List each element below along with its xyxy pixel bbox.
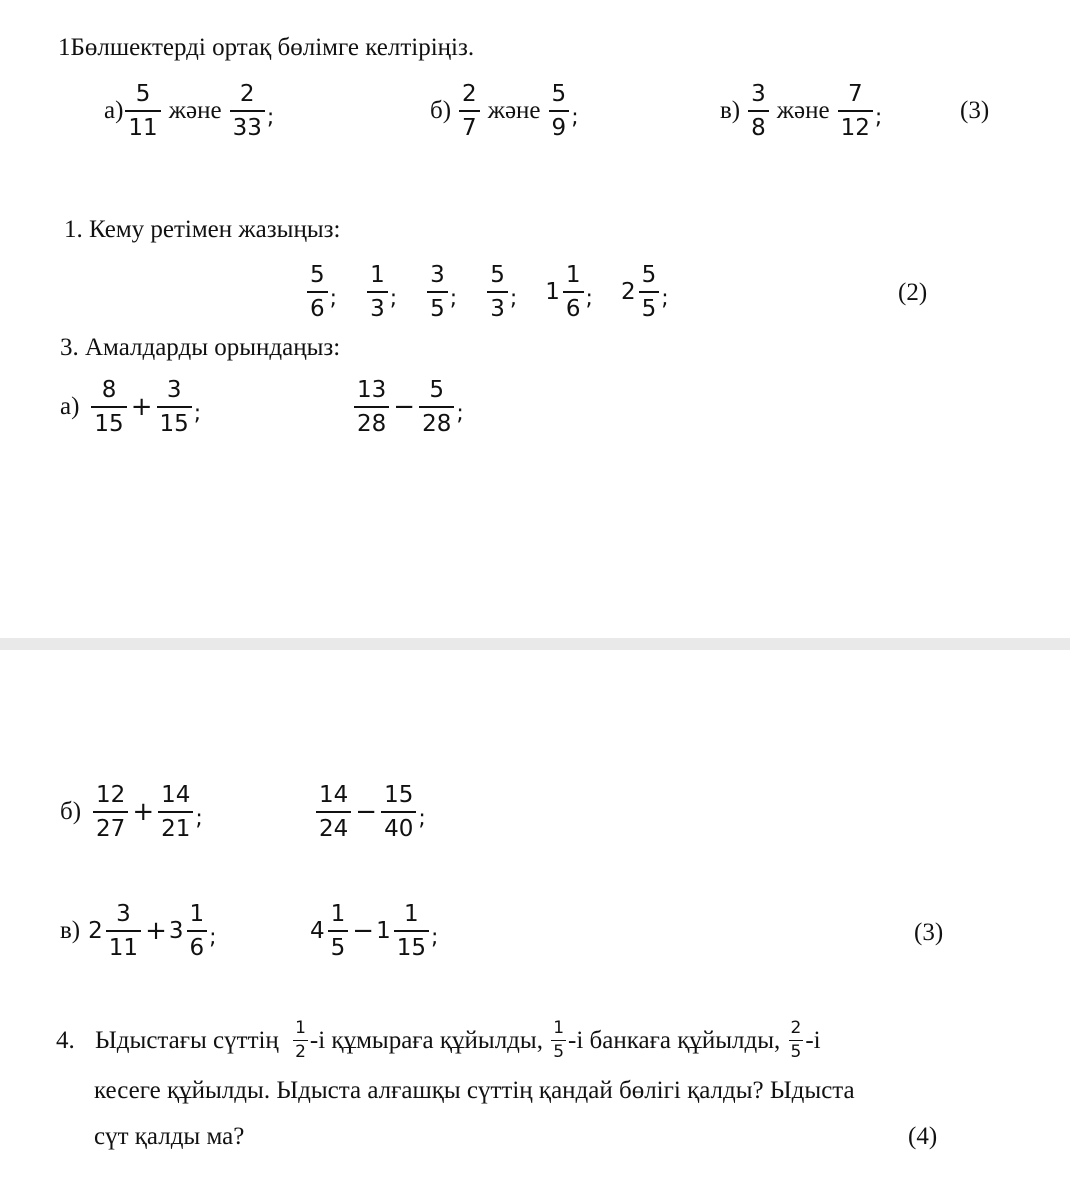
fraction: $\frac{3}{8}$ bbox=[748, 81, 769, 141]
separator: ; bbox=[389, 285, 398, 311]
fraction: $\frac{3}{11}$ bbox=[106, 901, 141, 961]
separator: ; bbox=[874, 104, 883, 130]
separator: ; bbox=[193, 400, 202, 426]
fraction: $\frac{5}{5}$ bbox=[639, 262, 660, 322]
task1-item-b bbox=[430, 76, 583, 146]
fraction: $\frac{1}{6}$ bbox=[563, 262, 584, 322]
fraction: $\frac{5}{6}$ bbox=[307, 262, 328, 322]
task3-b-expr2 bbox=[314, 777, 430, 847]
task3-a-expr2 bbox=[352, 372, 468, 442]
page-separator bbox=[0, 638, 1070, 650]
task3-title: 3. Амалдарды орындаңыз: bbox=[60, 334, 341, 361]
inline-fraction: $\frac{2}{5}$ bbox=[790, 1017, 802, 1062]
item-label: а) bbox=[104, 97, 124, 124]
mixed-whole: 1 bbox=[376, 918, 391, 944]
separator: ; bbox=[661, 285, 669, 311]
page-2 bbox=[0, 650, 1070, 1190]
task4-text: -і bbox=[805, 1027, 821, 1054]
task2-score: (2) bbox=[898, 279, 928, 306]
task2-title: 1. Кему ретімен жазыңыз: bbox=[64, 216, 341, 243]
mixed-whole: 1 bbox=[545, 279, 560, 305]
plus-sign: + bbox=[145, 916, 167, 946]
inline-fraction: $\frac{1}{2}$ bbox=[295, 1017, 306, 1062]
task4-line1 bbox=[56, 1018, 821, 1064]
task4-text: Ыдыстағы сүттің bbox=[95, 1027, 279, 1054]
item-label: б) bbox=[60, 798, 82, 825]
task3-score: (3) bbox=[914, 919, 944, 946]
separator: ; bbox=[456, 400, 464, 426]
fraction: $\frac{5}{9}$ bbox=[549, 81, 570, 141]
conjunction: және bbox=[776, 97, 830, 124]
fraction: $\frac{1}{5}$ bbox=[328, 901, 349, 961]
mixed-whole: 4 bbox=[310, 918, 325, 944]
fraction: $\frac{3}{5}$ bbox=[427, 262, 448, 322]
task1-item-a bbox=[104, 76, 278, 146]
task3-c-expr2 bbox=[310, 896, 442, 966]
task4-text: -і құмыраға құйылды, bbox=[309, 1027, 543, 1054]
inline-fraction: $\frac{1}{5}$ bbox=[553, 1017, 565, 1062]
task1-title: 1Бөлшектерді ортақ бөлімге келтіріңіз. bbox=[58, 34, 475, 61]
task4-line3: сүт қалды ма? bbox=[94, 1123, 245, 1150]
task1-item-c bbox=[720, 76, 886, 146]
fraction: $\frac{14}{21}$ bbox=[158, 782, 193, 842]
task4-number: 4. bbox=[56, 1027, 75, 1054]
item-label: в) bbox=[60, 917, 81, 944]
fraction: $\frac{5}{28}$ bbox=[419, 377, 454, 437]
separator: ; bbox=[449, 285, 458, 311]
minus-sign: − bbox=[352, 916, 375, 946]
item-label: а) bbox=[60, 393, 80, 420]
separator: ; bbox=[509, 285, 518, 311]
task3-b-expr1 bbox=[60, 777, 207, 847]
item-label: в) bbox=[720, 97, 741, 124]
separator: ; bbox=[329, 285, 338, 311]
fraction: $\frac{15}{40}$ bbox=[381, 782, 416, 842]
fraction: $\frac{5}{3}$ bbox=[487, 262, 508, 322]
task2-fraction-list bbox=[305, 257, 673, 327]
separator: ; bbox=[571, 104, 579, 130]
conjunction: және bbox=[168, 97, 222, 124]
separator: ; bbox=[431, 924, 439, 950]
task3-a-expr1 bbox=[60, 372, 205, 442]
fraction: $\frac{2}{33}$ bbox=[230, 81, 265, 141]
mixed-whole: 2 bbox=[88, 918, 103, 944]
fraction: $\frac{14}{24}$ bbox=[316, 782, 351, 842]
fraction: $\frac{2}{7}$ bbox=[459, 81, 480, 141]
fraction: $\frac{3}{15}$ bbox=[157, 377, 192, 437]
separator: ; bbox=[266, 104, 275, 130]
fraction: $\frac{1}{15}$ bbox=[394, 901, 429, 961]
task3-c-expr1 bbox=[60, 896, 221, 966]
task4-line2: кесеге құйылды. Ыдыста алғашқы сүттің қандай бөлігі қалды? Ыдыста bbox=[94, 1077, 855, 1104]
plus-sign: + bbox=[130, 392, 153, 422]
separator: ; bbox=[209, 924, 217, 950]
conjunction: және bbox=[487, 97, 541, 124]
separator: ; bbox=[418, 805, 426, 831]
fraction: $\frac{8}{15}$ bbox=[91, 377, 126, 437]
fraction: $\frac{5}{11}$ bbox=[125, 81, 160, 141]
task1-score: (3) bbox=[960, 97, 990, 124]
mixed-whole: 3 bbox=[168, 918, 184, 944]
fraction: $\frac{1}{3}$ bbox=[367, 262, 388, 322]
separator: ; bbox=[585, 285, 593, 311]
mixed-whole: 2 bbox=[620, 279, 636, 305]
task4-score: (4) bbox=[908, 1123, 938, 1150]
fraction: $\frac{1}{6}$ bbox=[187, 901, 208, 961]
plus-sign: + bbox=[132, 797, 155, 827]
fraction: $\frac{12}{27}$ bbox=[93, 782, 128, 842]
minus-sign: − bbox=[355, 797, 378, 827]
separator: ; bbox=[195, 805, 203, 831]
task4-text: -і банкаға құйылды, bbox=[568, 1027, 781, 1054]
fraction: $\frac{13}{28}$ bbox=[354, 377, 389, 437]
fraction: $\frac{7}{12}$ bbox=[838, 81, 873, 141]
item-label: б) bbox=[430, 97, 452, 124]
minus-sign: − bbox=[393, 392, 416, 422]
